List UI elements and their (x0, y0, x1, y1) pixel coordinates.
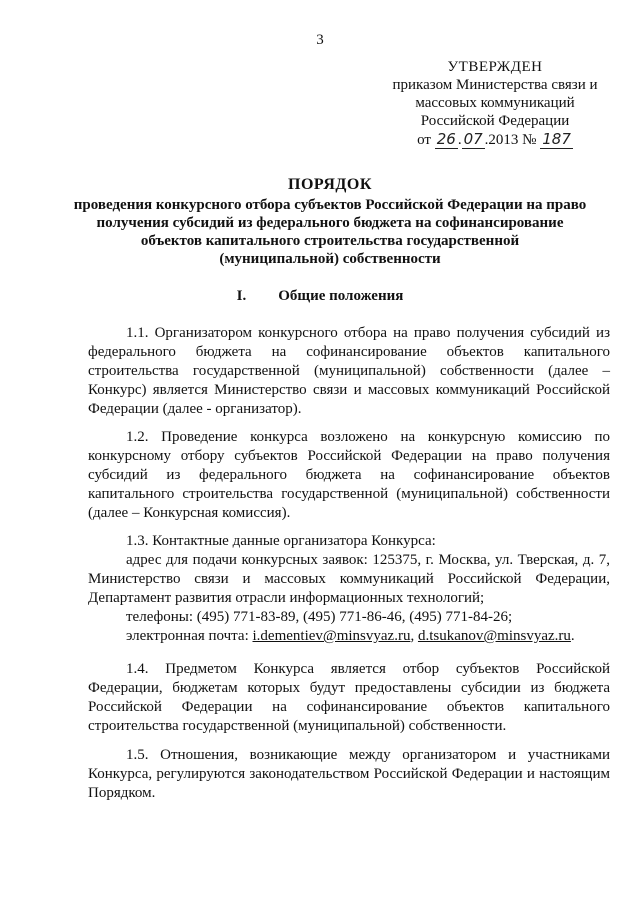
contacts-heading: 1.3. Контактные данные организатора Конкурса: (126, 533, 436, 549)
title-line: (муниципальной) собственности (219, 251, 441, 267)
contacts-email (88, 627, 610, 646)
paragraph-1-4: 1.4. Предметом Конкурса является отбор субъектов Российской Федерации, бюджетам которых будут предоставлены субсидии из бюджета Российской Федерации на софинансирование объектов капитального строительства государственной (муниципальной) собственности. (88, 661, 610, 734)
email-label: электронная почта: (126, 628, 253, 644)
title-line: объектов капитального строительства государственной (140, 233, 520, 249)
approval-line: Российской Федерации (420, 113, 570, 129)
contacts-address: адрес для подачи конкурсных заявок: 125375, г. Москва, ул. Тверская, д. 7, Министерство связи и массовых коммуникаций Российской Федерации, Департамент развития отрасли информационных технологий; (88, 552, 610, 606)
approval-date-year: .2013 № (484, 132, 537, 148)
approval-date-line: от 26 . 07 .2013 № 187 (417, 130, 571, 148)
section-number: I. (236, 288, 247, 304)
paragraph-1-5: 1.5. Отношения, возникающие между организатором и участниками Конкурса, регулируются законодательством Российской Федерации и настоящим Порядком. (88, 747, 610, 801)
approval-stamp (370, 58, 620, 149)
title-line: проведения конкурсного отбора субъектов Российской Федерации на право (73, 197, 587, 213)
paragraph-1-1: 1.1. Организатором конкурсного отбора на право получения субсидий из федерального бюджета на софинансирование объектов капитального строительства государственной (муниципальной) собственности (далее – Конкурс) является Министерство связи и массовых коммуникаций Российской Федерации (далее - организатор). (88, 325, 610, 417)
document-title (60, 176, 600, 268)
title-main: ПОРЯДОК (288, 176, 372, 193)
handwritten-month: 07 (463, 130, 483, 148)
email-link-dementiev[interactable]: i.dementiev@minsvyaz.ru (252, 628, 411, 644)
section-heading (0, 288, 640, 305)
approval-line: приказом Министерства связи и (392, 77, 598, 93)
email-separator: , (410, 628, 418, 644)
contacts-phones: телефоны: (495) 771-83-89, (495) 771-86-46, (495) 771-84-26; (126, 609, 513, 625)
section-title: Общие положения (278, 288, 404, 304)
approval-date-prefix: от (417, 132, 431, 148)
handwritten-day: 26 (436, 130, 456, 148)
email-end: . (570, 628, 575, 644)
paragraph-1-2: 1.2. Проведение конкурса возложено на конкурсную комиссию по конкурсному отбору субъектов Российской Федерации на право получения субсидий из федерального бюджета на софинансирование объектов капитального строительства государственной (муниципальной) собственности (далее – Конкурсная комиссия). (88, 429, 610, 521)
title-line: получения субсидий из федерального бюджета на софинансирование (96, 215, 564, 231)
paragraph-1-3 (88, 532, 610, 646)
approval-line: массовых коммуникаций (415, 95, 575, 111)
email-link-tsukanov[interactable]: d.tsukanov@minsvyaz.ru (417, 628, 571, 644)
handwritten-order-number: 187 (542, 130, 571, 148)
page-number: 3 (316, 32, 324, 48)
approval-heading: УТВЕРЖДЕН (447, 59, 543, 75)
